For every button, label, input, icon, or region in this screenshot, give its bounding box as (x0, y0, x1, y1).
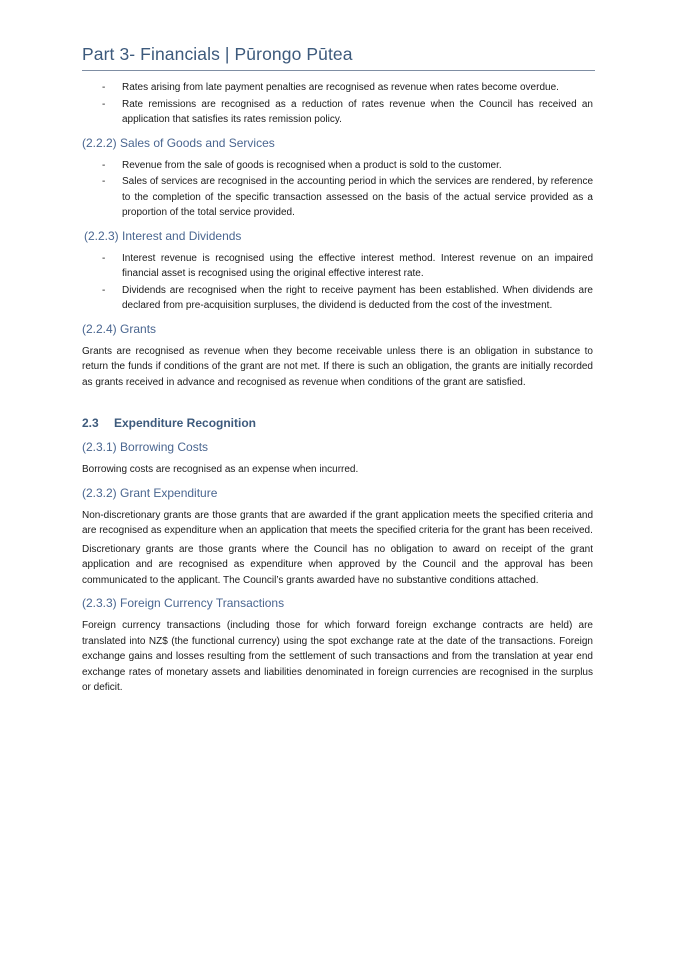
sales-bullet-list (82, 158, 593, 221)
list-item: - Interest revenue is recognised using the effective interest method. Interest revenue on an impaired financial asset is recognised using the original effective interest rate. (82, 251, 593, 282)
page-content (82, 80, 593, 699)
foreign-currency-heading: (2.3.3) Foreign Currency Transactions (82, 596, 285, 610)
sales-heading: (2.2.2) Sales of Goods and Services (82, 135, 275, 150)
grant-expenditure-heading: (2.3.2) Grant Expenditure (82, 485, 218, 500)
grants-heading: (2.2.4) Grants (82, 321, 157, 336)
list-item: - Rate remissions are recognised as a reduction of rates revenue when the Council has received an application that satisfies its rates remission policy. (82, 97, 593, 128)
list-item: - Rates arising from late payment penalties are recognised as revenue when rates become overdue. (82, 80, 593, 96)
page-header (82, 42, 595, 71)
grant-expenditure-paragraph-2: Discretionary grants are those grants where the Council has no obligation to award on receipt of the grant application and are recognised as expenditure when approved by the Council and the approval has been communicated to the applicant. The Council’s grants awarded have no substantive conditions attached. (82, 543, 593, 586)
interest-heading: (2.2.3) Interest and Dividends (84, 228, 242, 243)
grants-paragraph: Grants are recognised as revenue when they become receivable unless there is an obligation in substance to return the funds if conditions of the grant are not met. If there is such an obligation, the grants are initially recorded as grants received in advance and recognised as revenue when conditions of the grant are satisfied. (82, 345, 593, 388)
page-title: Part 3- Financials | Pūrongo Pūtea (82, 44, 353, 64)
foreign-currency-paragraph: Foreign currency transactions (including those for which forward foreign exchange contracts are held) are translated into NZ$ (the functional currency) using the spot exchange rate at the date of the transactions. Foreign exchange gains and losses resulting from the settlement of such transactions and from the translation at year end exchange rates of monetary assets and liabilities denominated in foreign currencies are recognised in the surplus or deficit. (82, 620, 593, 693)
borrowing-paragraph: Borrowing costs are recognised as an expense when incurred. (82, 464, 359, 475)
expenditure-section-heading (82, 415, 593, 432)
list-item: - Revenue from the sale of goods is recognised when a product is sold to the customer. (82, 158, 593, 174)
list-item: - Dividends are recognised when the right to receive payment has been established. When dividends are declared from pre-acquisition surpluses, the dividend is deducted from the cost of the investment. (82, 283, 593, 314)
section-title: Expenditure Recognition (114, 416, 257, 430)
borrowing-heading: (2.3.1) Borrowing Costs (82, 440, 209, 454)
rates-bullet-list (82, 80, 593, 128)
list-item: - Sales of services are recognised in the accounting period in which the services are rendered, by reference to the completion of the specific transaction assessed on the basis of the actual service provided as a proportion of the total service provided. (82, 174, 593, 221)
section-number: 2.3 (82, 416, 99, 430)
header-rule (82, 70, 595, 71)
interest-bullet-list (82, 251, 593, 314)
grant-expenditure-paragraph-1: Non-discretionary grants are those grants that are awarded if the grant application meets the specified criteria and are recognised as expenditure when an application that meets the specified criteria for the grant has been received. (82, 509, 593, 536)
